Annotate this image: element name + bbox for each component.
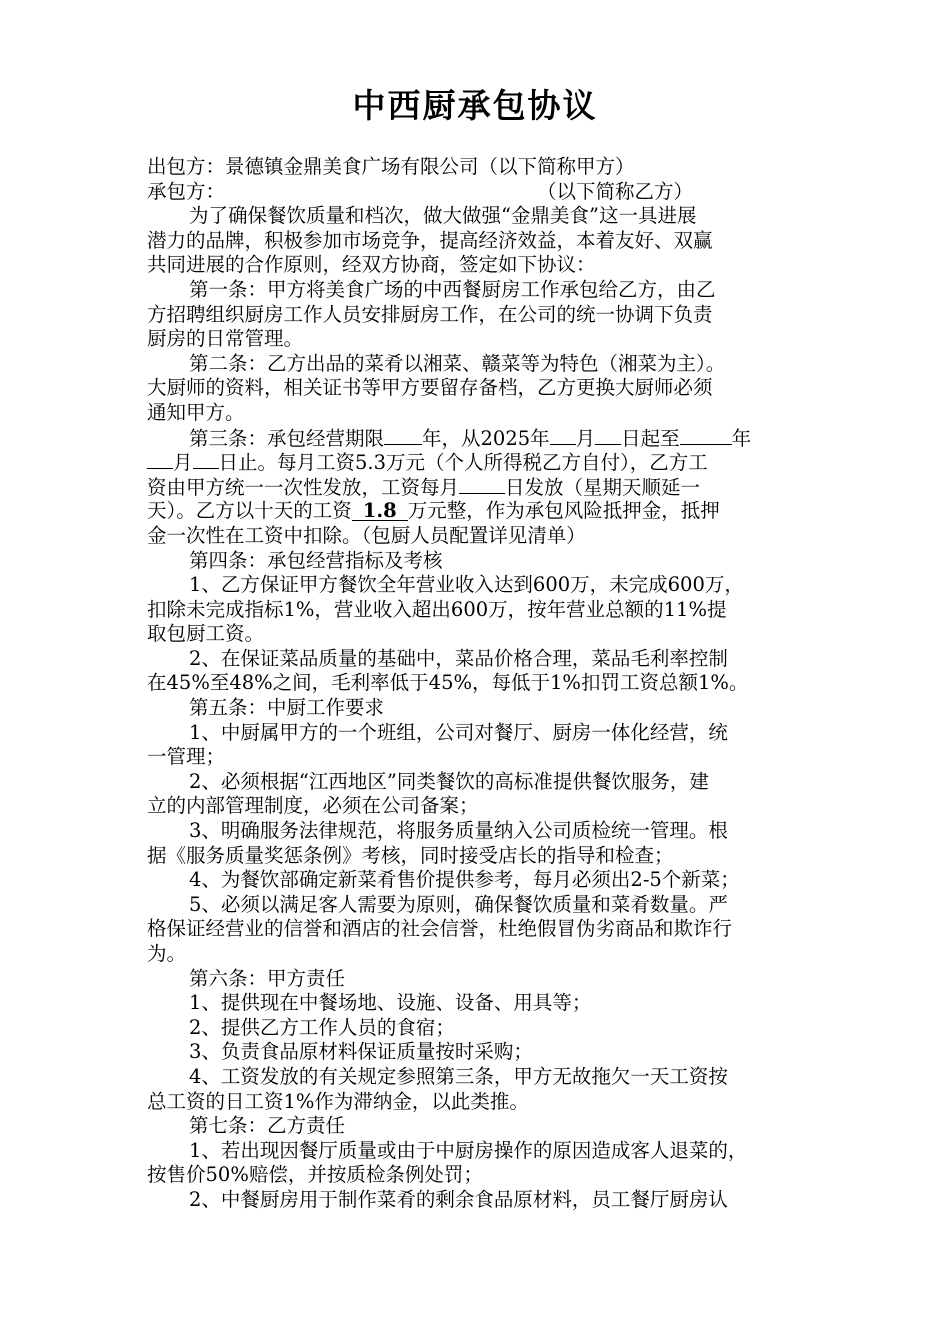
paragraph-line: 第七条：乙方责任 (189, 1114, 346, 1138)
paragraph-line: 通知甲方。 (147, 400, 245, 424)
paragraph-line: 3、明确服务法律规范，将服务质量纳入公司质检统一管理。根 (189, 819, 728, 843)
paragraph-line: 在45%至48%之间，毛利率低于45%，每低于1%扣罚工资总额1%。 (147, 671, 749, 695)
paragraph-line: 方招聘组织厨房工作人员安排厨房工作，在公司的统一协调下负责 (147, 302, 713, 326)
party-b-suffix: （以下简称乙方） (537, 179, 694, 203)
paragraph-line: 总工资的日工资1%作为滞纳金，以此类推。 (147, 1089, 529, 1113)
article-3-line-1: 第三条：承包经营期限 年，从2025年 月 日起至 年 (189, 426, 752, 450)
paragraph-line: 1、乙方保证甲方餐饮全年营业收入达到600万，未完成600万， (189, 573, 744, 597)
end-year-blank (680, 426, 732, 445)
paragraph-line: 第六条：甲方责任 (189, 966, 346, 990)
paragraph-line: 4、为餐饮部确定新菜肴售价提供参考，每月必须出2-5个新菜； (189, 868, 740, 892)
paragraph-line: 为了确保餐饮质量和档次，做大做强“金鼎美食”这一具进展 (189, 204, 697, 228)
paragraph-line: 1、若出现因餐厅质量或由于中厨房操作的原因造成客人退菜的， (189, 1138, 748, 1162)
start-day-blank (595, 426, 621, 445)
paragraph-line: 1、提供现在中餐场地、设施、设备、用具等； (189, 991, 592, 1015)
party-b-label: 承包方： (147, 179, 226, 203)
document-body (147, 155, 827, 1213)
party-b-line (147, 180, 827, 205)
document-title: 中西厨承包协议 (352, 86, 598, 125)
paragraph-line: 一管理； (147, 745, 226, 769)
paragraph-line: 据《服务质量奖惩条例》考核，同时接受店长的指导和检查； (147, 843, 674, 867)
paragraph-line: 格保证经营业的信誉和酒店的社会信誉，杜绝假冒伪劣商品和欺诈行 (147, 917, 733, 941)
paragraph-line: 2、提供乙方工作人员的食宿； (189, 1015, 455, 1039)
paragraph-line: 3、负责食品原材料保证质量按时采购； (189, 1040, 533, 1064)
paragraph-line: 取包厨工资。 (147, 622, 265, 646)
paragraph-line: 潜力的品牌，积极参加市场竞争，提高经济效益，本着友好、双赢 (147, 228, 713, 252)
article-3-line-4: 天）。乙方以十天的工资 1.8 万元整，作为承包风险抵押金，抵押 (147, 499, 720, 523)
paragraph-line: 厨房的日常管理。 (147, 327, 304, 351)
paragraph-line: 大厨师的资料，相关证书等甲方要留存备档，乙方更换大厨师必须 (147, 376, 713, 400)
deposit-amount: 1.8 (352, 502, 408, 521)
article-3-line-3: 资由甲方统一一次性发放，工资每月 日发放（星期天顺延一 (147, 475, 701, 499)
party-a-line: 出包方：景德镇金鼎美食广场有限公司（以下简称甲方） (147, 155, 635, 178)
paragraph-line: 第四条：承包经营指标及考核 (189, 548, 443, 572)
pay-day-blank (459, 475, 505, 494)
paragraph-line: 第二条：乙方出品的菜肴以湘菜、赣菜等为特色（湘菜为主）。 (189, 351, 726, 375)
paragraph-line: 共同进展的合作原则，经双方协商，签定如下协议： (147, 253, 596, 277)
paragraph-line: 2、中餐厨房用于制作菜肴的剩余食品原材料，员工餐厅厨房认 (189, 1187, 728, 1211)
paragraph-line: 扣除未完成指标1%，营业收入超出600万，按年营业总额的11%提 (147, 597, 727, 621)
term-years-blank (384, 426, 422, 445)
paragraph-line: 2、在保证菜品质量的基础中，菜品价格合理，菜品毛利率控制 (189, 646, 728, 670)
paragraph-line: 5、必须以满足客人需要为原则，确保餐饮质量和菜肴数量。严 (189, 892, 728, 916)
paragraph-line: 为。 (147, 942, 187, 965)
start-month-blank (550, 426, 576, 445)
paragraph-line: 按售价50%赔偿，并按质检条例处罚； (147, 1163, 483, 1187)
paragraph-line: 1、中厨属甲方的一个班组，公司对餐厅、厨房一体化经营，统 (189, 720, 728, 744)
paragraph-line: 立的内部管理制度，必须在公司备案； (147, 794, 479, 818)
paragraph-line: 4、工资发放的有关规定参照第三条，甲方无故拖欠一天工资按 (189, 1064, 728, 1088)
article-3-line-5: 金一次性在工资中扣除。（包厨人员配置详见清单） (147, 523, 586, 547)
paragraph-line: 2、必须根据“江西地区”同类餐饮的高标准提供餐饮服务，建 (189, 769, 709, 793)
remaining-clauses (147, 549, 827, 1213)
paragraph-line: 第一条：甲方将美食广场的中西餐厨房工作承包给乙方，由乙 (189, 277, 716, 301)
end-day-blank (193, 450, 219, 469)
end-month-blank (147, 450, 173, 469)
paragraph-line: 第五条：中厨工作要求 (189, 696, 385, 720)
article-3-line-2: 月 日止。每月工资5.3万元（个人所得税乙方自付），乙方工 (147, 450, 827, 475)
